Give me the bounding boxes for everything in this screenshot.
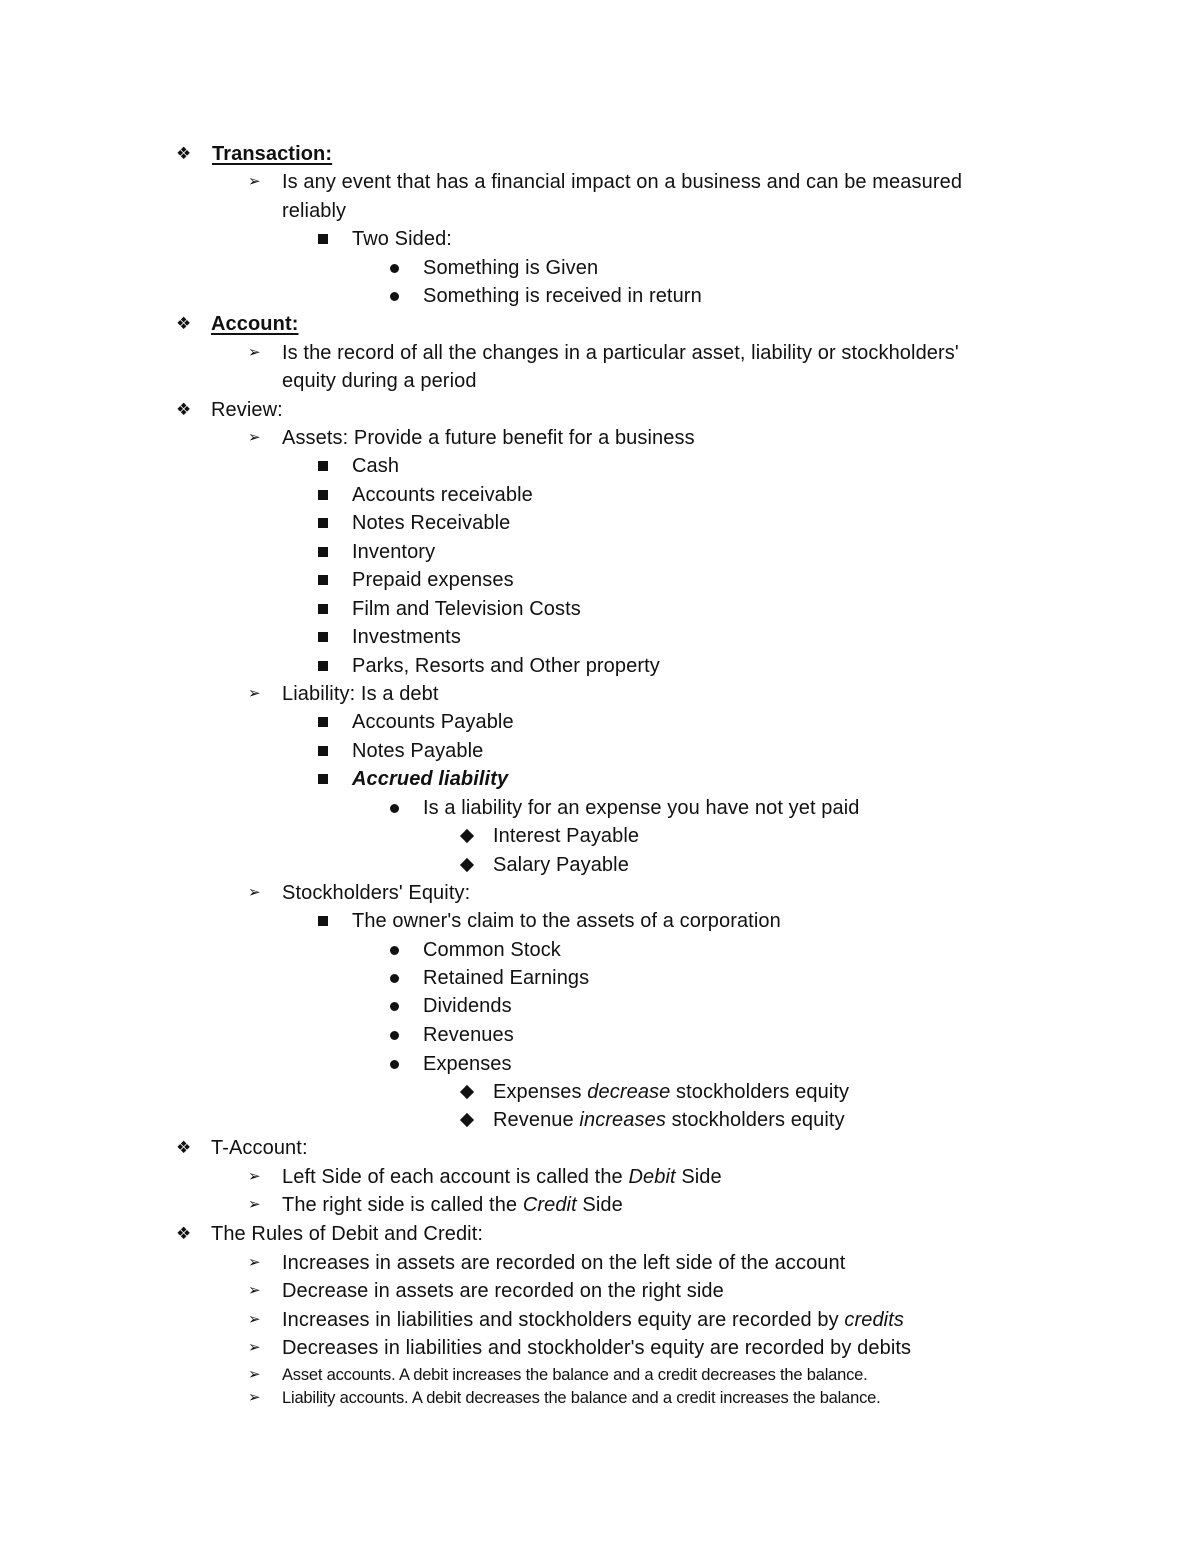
asset-text: Investments [352, 626, 461, 648]
dot-bullet-icon [390, 292, 399, 301]
expenses-note-pre: Expenses [493, 1081, 588, 1103]
asset-text: Inventory [352, 541, 436, 563]
rule-text: Decreases in liabilities and stockholder's equity are recorded by debits [282, 1337, 912, 1359]
equity-text: Retained Earnings [423, 967, 590, 989]
transaction-heading: Transaction: [212, 143, 333, 165]
rule-text: Decrease in assets are recorded on the right side [282, 1280, 724, 1302]
revenue-note-emphasis: increases [579, 1109, 666, 1131]
debit-side-post: Side [675, 1166, 722, 1188]
account-definition-line1: Is the record of all the changes in a particular asset, liability or stockholders' [282, 342, 959, 364]
expenses-note-post: stockholders equity [670, 1081, 850, 1103]
equity-label: Stockholders' Equity: [282, 882, 471, 904]
received-text: Something is received in return [423, 285, 702, 307]
arrow-bullet-icon: ➢ [248, 1366, 261, 1383]
arrow-bullet-icon: ➢ [248, 1282, 261, 1299]
asset-text: Cash [352, 455, 400, 477]
rule-text: Liability accounts. A debit decreases the balance and a credit increases the balance. [282, 1389, 881, 1407]
asset-text: Accounts receivable [352, 484, 533, 506]
square-bullet-icon [318, 717, 328, 727]
liability-text: Notes Payable [352, 740, 484, 762]
liability-text: Accounts Payable [352, 711, 514, 733]
account-heading: Account: [211, 313, 299, 335]
arrow-bullet-icon: ➢ [248, 429, 261, 446]
dot-bullet-icon [390, 1002, 399, 1011]
square-bullet-icon [318, 575, 328, 585]
diamond-bullet-icon: ❖ [176, 314, 192, 333]
asset-text: Film and Television Costs [352, 598, 581, 620]
dot-bullet-icon [390, 1031, 399, 1040]
owner-claim-text: The owner's claim to the assets of a corporation [352, 910, 781, 932]
credit-side-text [282, 1191, 623, 1219]
dot-bullet-icon [390, 804, 399, 813]
arrow-bullet-icon: ➢ [248, 344, 261, 361]
square-bullet-icon [318, 746, 328, 756]
assets-label: Assets: Provide a future benefit for a business [282, 427, 695, 449]
diamond-bullet-icon [460, 1085, 474, 1099]
diamond-bullet-icon [460, 829, 474, 843]
equity-text: Common Stock [423, 939, 561, 961]
expenses-note-text [493, 1078, 849, 1106]
debit-side-text [282, 1163, 722, 1191]
dot-bullet-icon [390, 974, 399, 983]
accrued-example-text: Interest Payable [493, 825, 640, 847]
square-bullet-icon [318, 604, 328, 614]
dot-bullet-icon [390, 264, 399, 273]
dot-bullet-icon [390, 946, 399, 955]
arrow-bullet-icon: ➢ [248, 1196, 261, 1213]
arrow-bullet-icon: ➢ [248, 1168, 261, 1185]
arrow-bullet-icon: ➢ [248, 884, 261, 901]
equity-text: Expenses [423, 1053, 512, 1075]
asset-text: Parks, Resorts and Other property [352, 655, 660, 677]
diamond-bullet-icon [460, 858, 474, 872]
given-text: Something is Given [423, 257, 599, 279]
credits-emphasis: credits [844, 1309, 904, 1331]
square-bullet-icon [318, 518, 328, 528]
transaction-definition-line1: Is any event that has a financial impact on a business and can be measured [282, 171, 963, 193]
square-bullet-icon [318, 490, 328, 500]
t-account-heading: T-Account: [211, 1137, 308, 1159]
accrued-liability-heading: Accrued liability [352, 768, 509, 790]
credit-side-post: Side [576, 1194, 623, 1216]
equity-text: Revenues [423, 1024, 514, 1046]
rule-text: Increases in assets are recorded on the left side of the account [282, 1252, 846, 1274]
debit-side-pre: Left Side of each account is called the [282, 1166, 629, 1188]
revenue-note-pre: Revenue [493, 1109, 580, 1131]
rule-text-pre: Increases in liabilities and stockholders equity are recorded by [282, 1309, 845, 1331]
diamond-bullet-icon: ❖ [176, 144, 192, 163]
square-bullet-icon [318, 916, 328, 926]
arrow-bullet-icon: ➢ [248, 1254, 261, 1271]
asset-text: Notes Receivable [352, 512, 511, 534]
diamond-bullet-icon: ❖ [176, 1138, 192, 1157]
square-bullet-icon [318, 632, 328, 642]
accrued-example-text: Salary Payable [493, 854, 629, 876]
revenue-note-text [493, 1106, 845, 1134]
square-bullet-icon [318, 774, 328, 784]
arrow-bullet-icon: ➢ [248, 173, 261, 190]
transaction-definition-line2: reliably [282, 200, 347, 222]
diamond-bullet-icon: ❖ [176, 400, 192, 419]
debit-emphasis: Debit [628, 1166, 676, 1188]
dot-bullet-icon [390, 1060, 399, 1069]
diamond-bullet-icon [460, 1113, 474, 1127]
asset-text: Prepaid expenses [352, 569, 514, 591]
revenue-note-post: stockholders equity [665, 1109, 845, 1131]
review-heading: Review: [211, 399, 283, 421]
accrued-definition-text: Is a liability for an expense you have not yet paid [423, 797, 860, 819]
arrow-bullet-icon: ➢ [248, 685, 261, 702]
square-bullet-icon [318, 661, 328, 671]
arrow-bullet-icon: ➢ [248, 1389, 261, 1406]
rule-text [282, 1306, 904, 1334]
expenses-note-emphasis: decrease [587, 1081, 671, 1103]
arrow-bullet-icon: ➢ [248, 1339, 261, 1356]
rule-text: Asset accounts. A debit increases the balance and a credit decreases the balance. [282, 1366, 868, 1384]
credit-emphasis: Credit [522, 1194, 577, 1216]
square-bullet-icon [318, 547, 328, 557]
credit-side-pre: The right side is called the [282, 1194, 523, 1216]
diamond-bullet-icon: ❖ [176, 1224, 192, 1243]
liability-label: Liability: Is a debt [282, 683, 439, 705]
arrow-bullet-icon: ➢ [248, 1311, 261, 1328]
equity-text: Dividends [423, 995, 512, 1017]
account-definition-line2: equity during a period [282, 370, 477, 392]
square-bullet-icon [318, 461, 328, 471]
rules-heading: The Rules of Debit and Credit: [211, 1223, 484, 1245]
square-bullet-icon [318, 234, 328, 244]
two-sided-label: Two Sided: [352, 228, 452, 250]
